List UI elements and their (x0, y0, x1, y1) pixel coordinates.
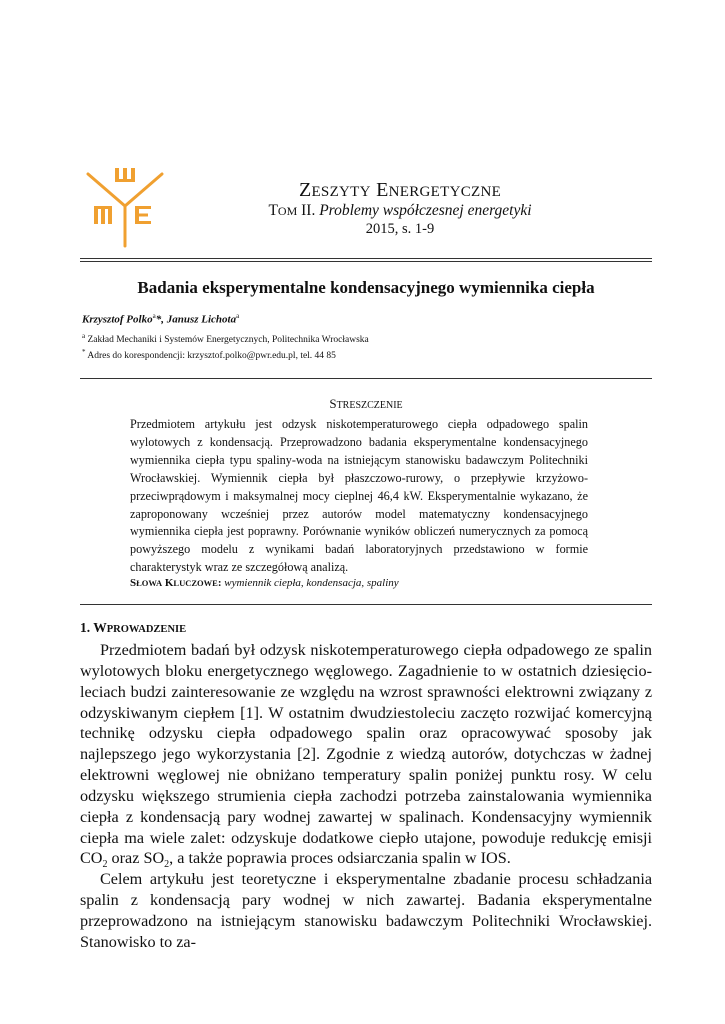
abstract-heading: STRESZCZENIE (329, 396, 403, 411)
paragraph-1: Przedmiotem badań był odzysk niskotemperaturowego ciepła odpadowego ze spalin wylotowych bloku energetycznego węglowego. Zagadnienie to w ostatnich dziesięcioleciach budzi zainteresowanie ze względu na wzrost sprawności elektrowni związany z odzyskiwanym ciepłem [1]. W ostatnim dwudziestoleciu zaczęto rozwijać komercyjną technikę odzysku ciepła odpadowego spalin oraz opracowywać sposoby jak najlepszego jego wykorzystania [2]. Zgodnie z wiedzą autorów, dotychczas w żadnej elektrowni węglowej nie obniżano temperatury spalin poniżej punktu rosy. W celu odzysku większego strumienia ciepła zachodzi potrzeba zainstalowania wymiennika ciepła z kondensacją pary wodnej zawartej w spalinach. Kondensacyjny wymiennik ciepła ma wiele zalet: odzyskuje dodatkowe ciepło utajone, powoduje redukcję emisji $CO_2$ oraz $SO_2$, a także poprawia proces odsiarczania spalin w IOS. (80, 641, 652, 871)
section-body (80, 640, 652, 953)
journal-logo-icon (80, 162, 170, 248)
paragraph-2: Celem artykułu jest teoretyczne i eksperymentalne zbadanie procesu schładzania spalin z kondensacją pary wodnej w nich zawartej. Badania eksperymentalne przeprowadzono na istniejącym stanowisku badawczym Politechniki Wrocławskiej. Stanowisko to za- (80, 870, 652, 951)
correspondence: * Adres do korespondencji: krzysztof.polko@pwr.edu.pl, tel. 44 85 (82, 348, 336, 362)
authors-rule (80, 378, 652, 379)
journal-year-pages: 2015, s. 1-9 (365, 221, 435, 237)
journal-name: ZESZYTY ENERGETYCZNE (298, 179, 502, 201)
article-title: Badania eksperymentalne kondensacyjnego wymiennika ciepła (137, 278, 595, 297)
header-rule-double (80, 261, 652, 262)
authors: Krzysztof Polko$^a$*, Janusz Lichota$^a$ (82, 312, 240, 326)
keywords: SŁOWA KLUCZOWE: wymiennik ciepła, kondensacja, spaliny (130, 577, 399, 589)
abstract-rule (80, 604, 652, 605)
journal-volume: TOM II. Problemy współczesnej energetyki (268, 202, 532, 219)
header-rule (80, 258, 652, 259)
abstract-text: Przedmiotem artykułu jest odzysk niskotemperaturowego ciepła odpadowego spalin wylotowych z kondensacją. Przeprowadzono badania eksperymentalne kondensacyjnego wymiennika ciepła typu spaliny-woda na istniejącym stanowisku badawczym Politechniki Wrocławskiej. Wymiennik ciepła był płaszczowo-rurowy, o przepływie krzyżowo-przeciwprądowym i maksymalnej mocy cieplnej 46,4 kW. Eksperymentalnie wykazano, że zaproponowany wcześniej przez autorów model matematyczny kondensacyjnego wymiennika ciepła jest poprawny. Porównanie wyników obliczeń numerycznych za pomocą powyższego modelu z wynikami badań laboratoryjnych przedstawiono w formie charakterystyk wraz ze szczegółową analizą. (130, 417, 588, 575)
affiliation: $^a$ Zakład Mechaniki i Systemów Energetycznych, Politechnika Wrocławska (82, 332, 369, 346)
section-heading: 1. WPROWADZENIE (80, 620, 187, 635)
